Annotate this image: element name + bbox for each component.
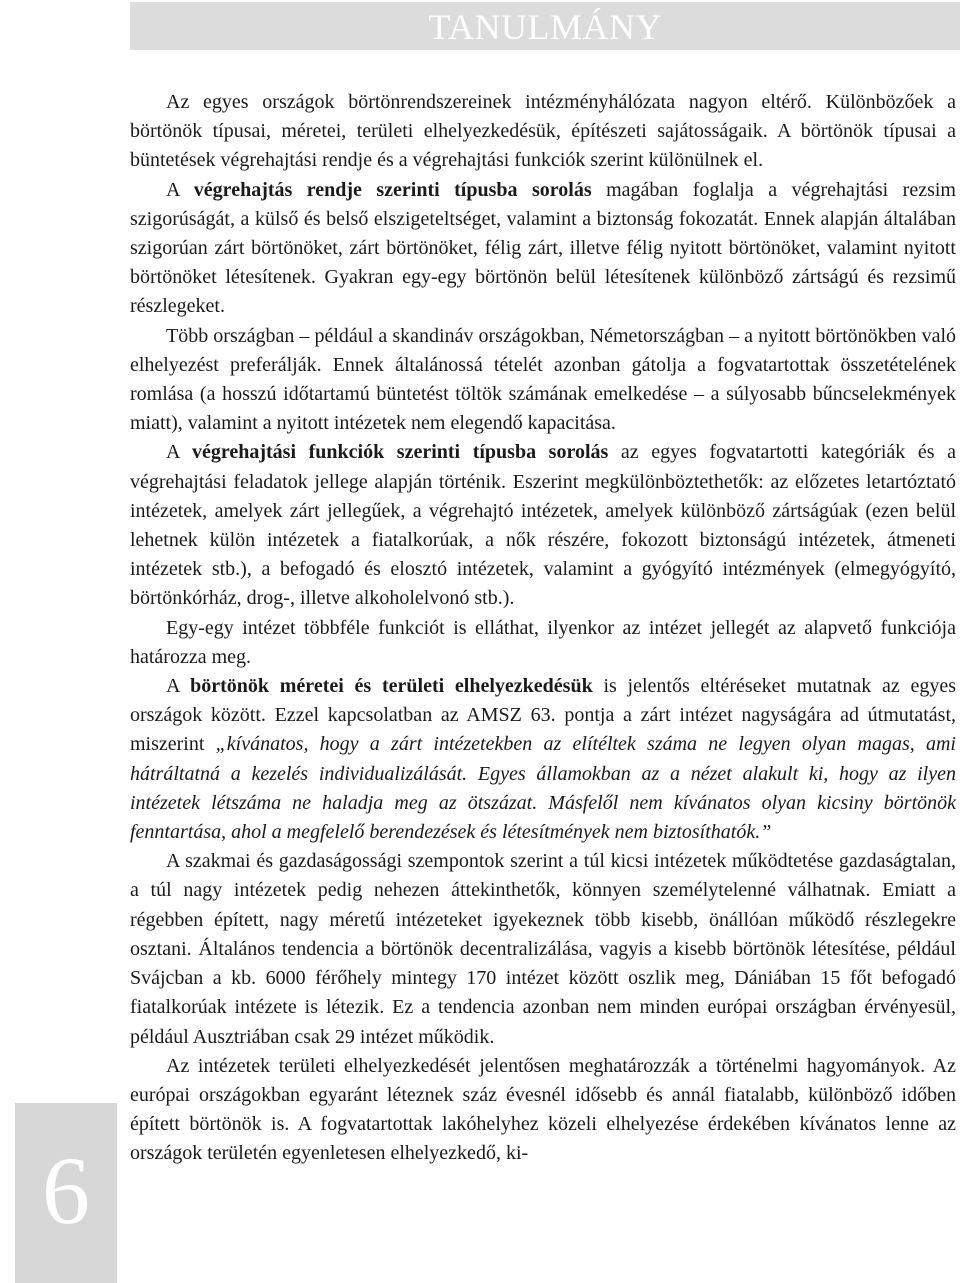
page-number: 6	[42, 1137, 90, 1244]
quotation: „kívánatos, hogy a zárt intézetekben az elítéltek száma ne legyen olyan magas, ami hátráltatná a kezelés individualizálását. Egyes államokban az a nézet alakult ki, hogy az ilyen intézetek létszáma ne haladja meg az ötszázat. Másfelől nem kívánatos olyan kicsiny börtönök fenntartása, ahol a megfelelő berendezések és létesítmények nem biztosíthatók.”	[130, 733, 956, 844]
page-number-box	[15, 1103, 117, 1283]
section-title: TANULMÁNY	[428, 7, 662, 47]
paragraph-text: A	[166, 178, 194, 201]
paragraph-text: az egyes fogvatartotti kategóriák és a végrehajtási feladatok jellege alapján történik. Eszerint megkülönböztethetők: az előzetes letartóztató intézetek, amelyek zárt jellegűek, a végrehajtó intézetek, amelyek különböző zártságúak (ezen belül lehetnek külön intézetek a fiatalkorúak, a nők részére, fokozott biztonságú intézetek, átmeneti intézetek stb.), a befogadó és elosztó intézetek, valamint a gyógyító intézmények (elmegyógyító, börtönkórház, drog-, illetve alkoholelvonó stb.).	[130, 441, 956, 610]
paragraph-text: Az egyes országok börtönrendszereinek intézményhálózata nagyon eltérő. Különbözőek a börtönök típusai, méretei, területi elhelyezkedésük, építészeti sajátosságaik. A börtönök típusai a büntetések végrehajtási rendje és a végrehajtási funkciók szerint különülnek el.	[130, 91, 956, 172]
paragraph-location	[130, 1052, 956, 1169]
paragraph-text: A	[166, 675, 191, 698]
paragraph-size-location	[130, 672, 956, 847]
bold-term: börtönök méretei és területi elhelyezkedésük	[190, 675, 593, 698]
paragraph-functions	[130, 438, 956, 613]
paragraph-open-prisons	[130, 322, 956, 439]
paragraph-text: A	[166, 441, 192, 464]
paragraph-text: A szakmai és gazdaságossági szempontok szerint a túl kicsi intézetek működtetése gazdaságtalan, a túl nagy intézetek pedig nehezen áttekinthetők, könnyen személytelenné válhatnak. Emiatt a régebben épített, nagy méretű intézeteket igyekeznek több kisebb, önállóan működő részlegekre osztani. Általános tendencia a börtönök decentralizálása, vagyis a kisebb börtönök létesítése, például Svájcban a kb. 6000 férőhely mintegy 170 intézet között oszlik meg, Dániában 15 főt befogadó fiatalkorúak intézete is létezik. Ez a tendencia azonban nem minden európai országban érvényesül, például Ausztriában csak 29 intézet működik.	[130, 850, 956, 1048]
paragraph-text: magában foglalja a végrehajtási rezsim szigorúságát, a külső és belső elszigeteltséget, valamint a biztonság fokozatát. Ennek alapján általában szigorúan zárt börtönöket, zárt börtönöket, félig zárt, illetve félig nyitott börtönöket, valamint nyitott börtönöket létesítenek. Gyakran egy-egy börtönön belül létesítenek különböző zártságú és rezsimű részlegeket.	[130, 178, 956, 318]
header-bar	[130, 2, 960, 50]
paragraph-economy	[130, 847, 956, 1051]
paragraph-text: Egy-egy intézet többféle funkciót is elláthat, ilyenkor az intézet jellegét az alapvető funkciója határozza meg.	[130, 616, 956, 668]
bold-term: végrehajtás rendje szerinti típusba sorolás	[193, 178, 592, 201]
paragraph-multi-function	[130, 614, 956, 672]
paragraph-regime	[130, 176, 956, 322]
article-body	[130, 88, 956, 1169]
paragraph-text: Több országban – például a skandináv országokban, Németországban – a nyitott börtönökben való elhelyezést preferálják. Ennek általánossá tételét azonban gátolja a fogvatartottak összetételének romlása (a hosszú időtartamú büntetést töltök számának emelkedése – a súlyosabb bűncselekmények miatt), valamint a nyitott intézetek nem elegendő kapacitása.	[130, 324, 956, 435]
paragraph-text: is jelentős eltéréseket mutatnak az egyes országok között. Ezzel kapcsolatban az AMSZ 63. pontja a zárt intézet nagyságára ad útmutatást, miszerint	[130, 675, 957, 756]
paragraph-intro	[130, 88, 956, 176]
paragraph-text: Az intézetek területi elhelyezkedését jelentősen meghatározzák a történelmi hagyományok. Az európai országokban egyaránt léteznek száz évesnél idősebb és annál fiatalabb, különböző időben épített börtönök is. A fogvatartottak lakóhelyhez közeli elhelyezése érdekében kívánatos lenne az országok területén egyenletesen elhelyezkedő, ki-	[130, 1054, 956, 1165]
bold-term: végrehajtási funkciók szerinti típusba sorolás	[191, 441, 609, 464]
